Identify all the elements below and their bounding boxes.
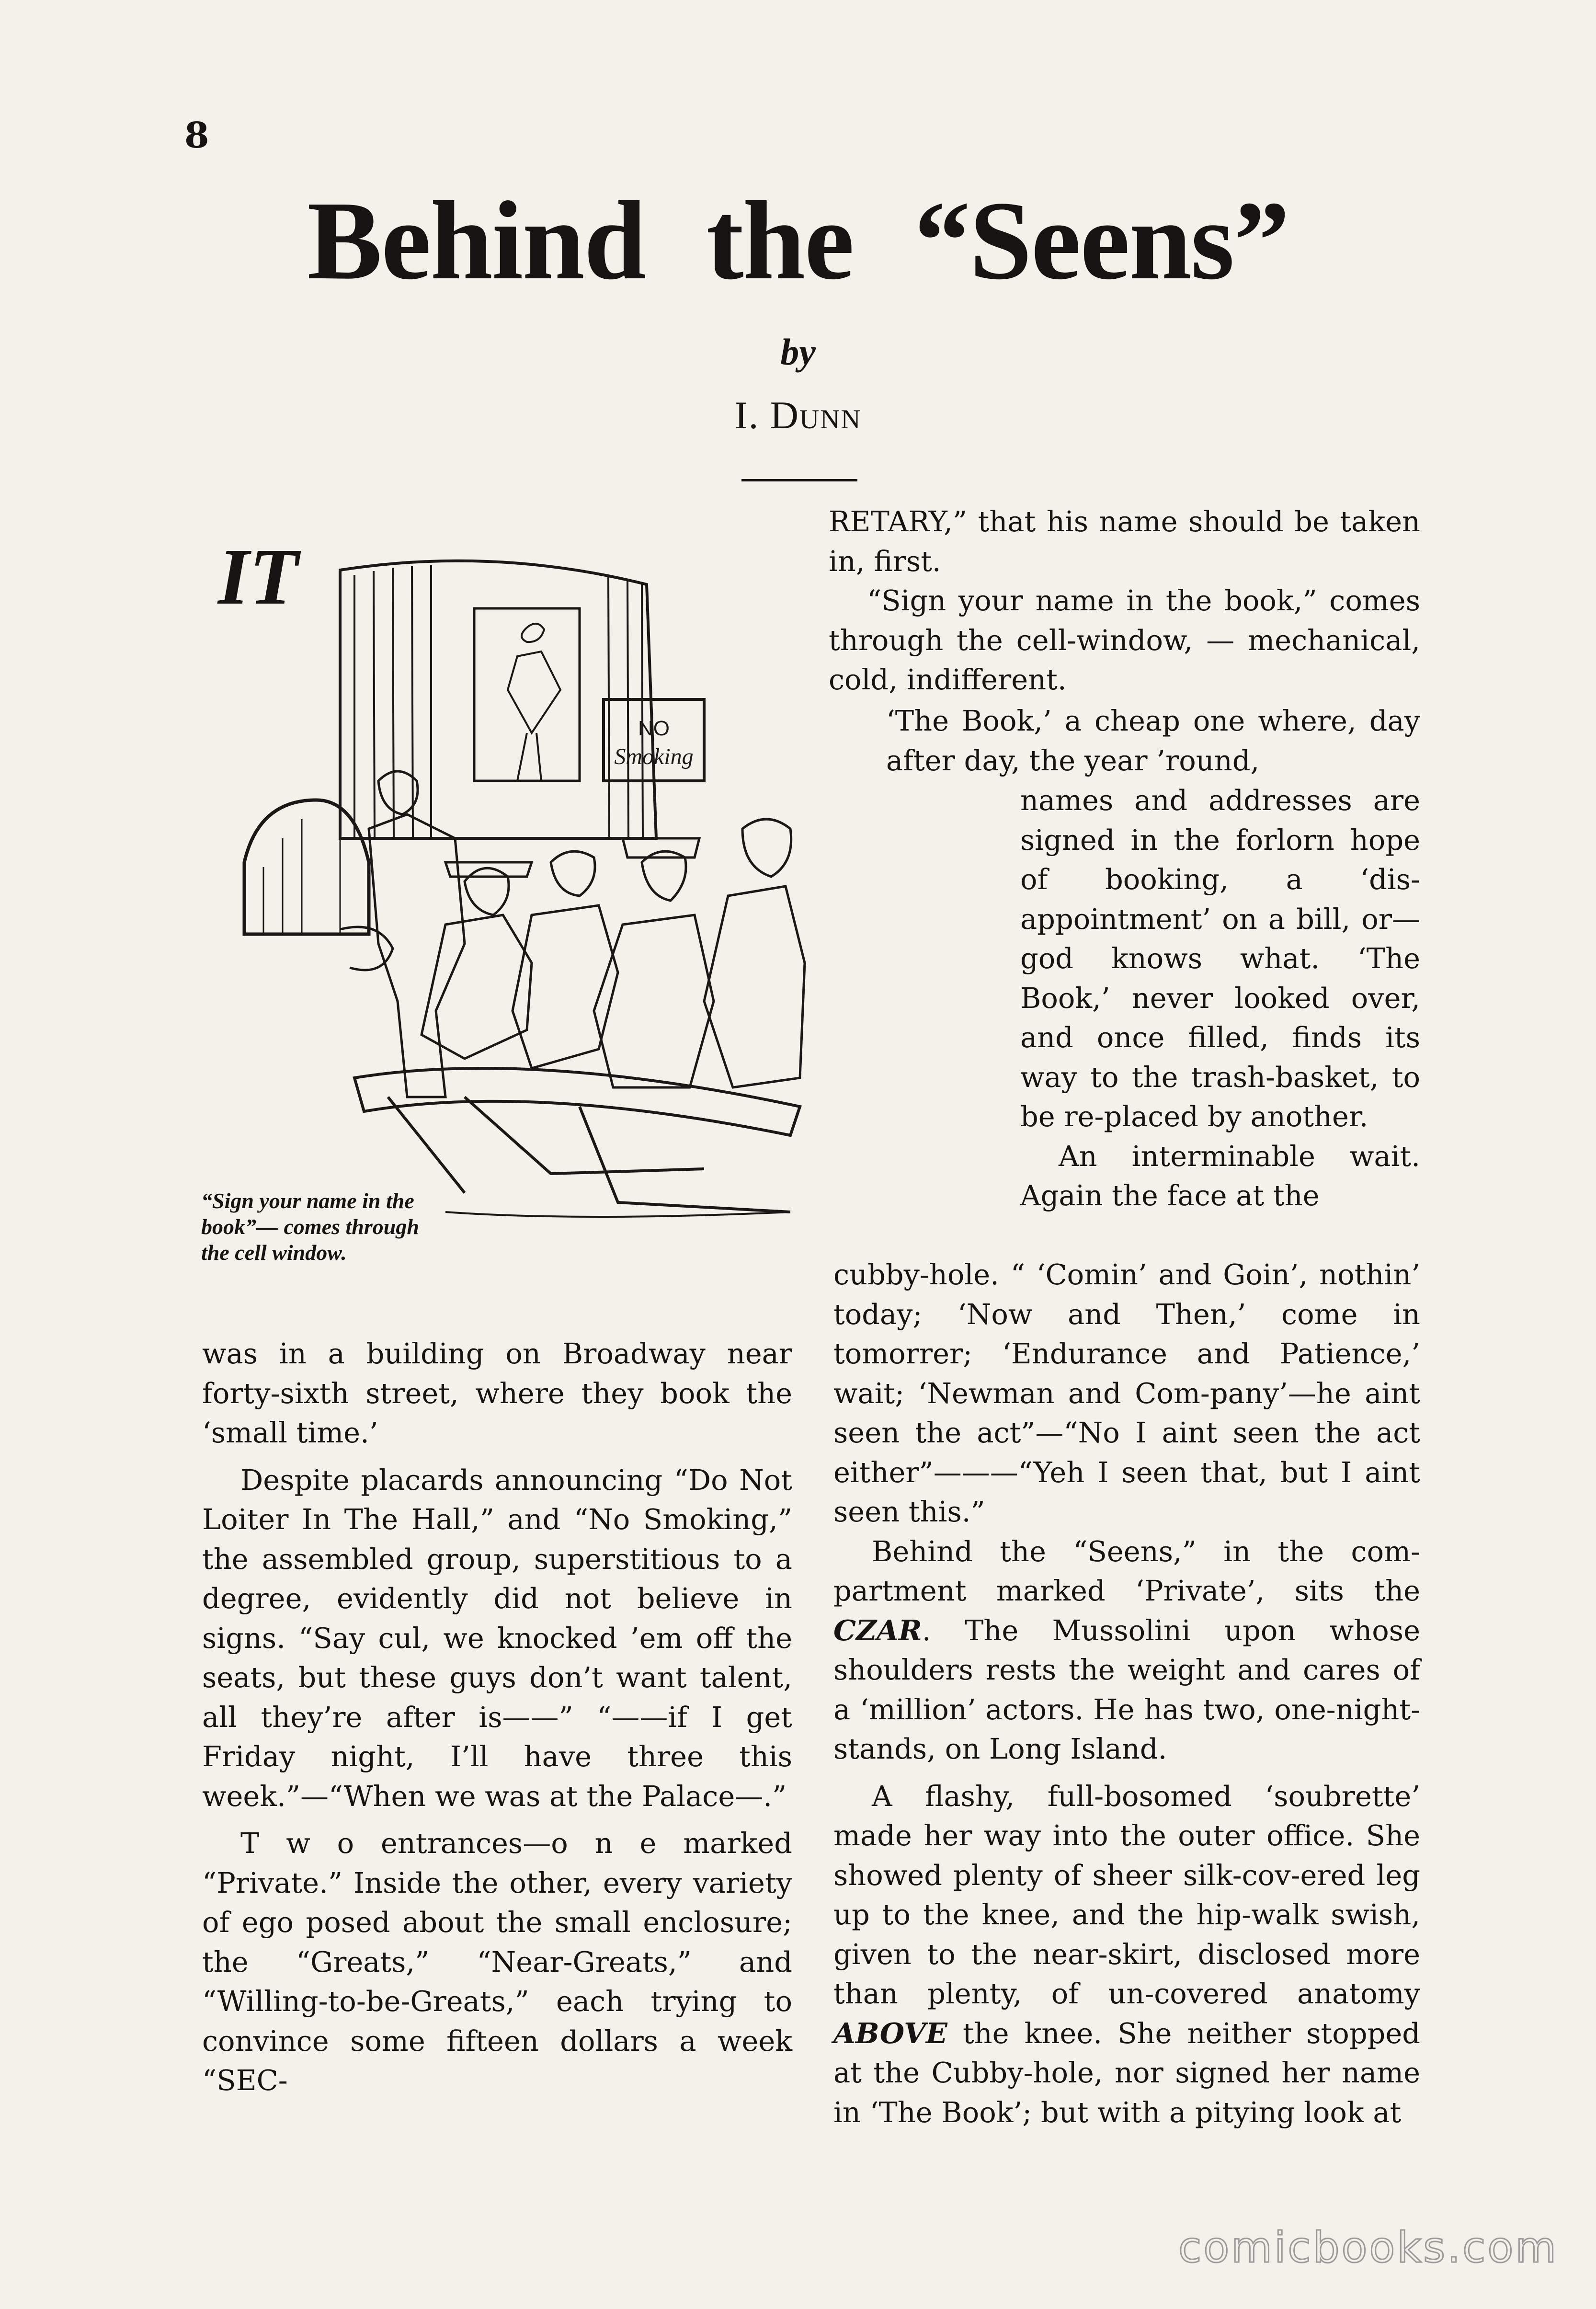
sign-text-smoking: Smoking [614,744,694,769]
left-column [202,1334,792,2101]
paragraph-right-3b: cubby-hole. “ ‘Comin’ and Goin’, nothin’ today; ‘Now and Then,’ come in tomorrer; ‘Endurance and Patience,’ wait; ‘Newman and Com-pany’—he aint seen the act”—“No I aint seen the act either”———“Yeh I seen that, but I aint seen this.” [833,1258,1420,1528]
above-word: ABOVE [833,2016,947,2050]
paragraph-right-2c: names and addresses are signed in the forlorn hope of booking, a ‘dis-appointment’ on a bill, or—god knows what. ‘The Book,’ never looked over, and once filled, finds its way to the trash-basket, to be re-placed by another. [1020,784,1420,1133]
byline-by: by [780,331,816,373]
paragraph-right-2a: “Sign your name in the book,” comes through the cell-window, — mechanical, cold, indifferent. [829,584,1420,696]
article-title: Behind the “Seens” [307,178,1289,303]
right-column-top [829,502,1420,700]
paragraph-right-4-end: . The Mussolini upon whose shoulders rests the weight and cares of a ‘million’ actors. He has two, one-night-stands, on Long Island. [833,1613,1420,1765]
paragraph-right-5-start: A flashy, full-bosomed ‘soubrette’ made her way into the outer office. She showed plenty of sheer silk-cov-ered leg up to the knee, and the hip-walk swish, given to the near-skirt, disclosed more than plenty, of un-covered anatomy [833,1779,1420,2010]
right-column-mid-b [1020,781,1420,1216]
illustration-caption: “Sign your name in the book”— comes through the cell window. [201,1189,419,1265]
title-divider [741,479,857,481]
paragraph-right-1: RETARY,” that his name should be taken in, first. [829,505,1420,578]
page-number: 8 [184,115,209,156]
watermark: comicbooks.com [1178,2223,1559,2272]
dropcap-word: IT [218,532,298,621]
paragraph-left-1: was in a building on Broadway near forty-sixth street, where they book the ‘small time.’ [202,1337,792,1449]
paragraph-left-2: Despite placards announcing “Do Not Loiter In The Hall,” and “No Smoking,” the assembled group, superstitious to a degree, evidently did not believe in signs. “Say cul, we knocked ’em off the seats, but these guys don’t want talent, all they’re after is——” “——if I get Friday night, I’ll have three this week.”—“When we was at the Palace—.” [202,1463,792,1813]
paragraph-right-3a: An interminable wait. Again the face at the [1020,1139,1420,1212]
byline-author: I. Dunn [734,393,862,437]
czar-word: CZAR [833,1613,922,1647]
paragraph-right-5-end: the knee. She neither stopped at the Cubby-hole, nor signed her name in ‘The Book’; but with a pitying look at [833,2016,1420,2129]
paragraph-right-4 [833,1532,1420,1769]
paragraph-right-2b: ‘The Book,’ a cheap one where, day after day, the year ’round, [886,704,1420,777]
right-column-bottom [833,1255,1420,2132]
sign-text-no: NO [638,717,670,740]
paragraph-right-4-start: Behind the “Seens,” in the com-partment marked ‘Private’, sits the [833,1534,1420,1607]
right-column-mid-a [886,701,1420,780]
paragraph-left-3: T w o entrances—o n e marked “Private.” Inside the other, every variety of ego posed about the small enclosure; the “Greats,” “Near-Greats,” and “Willing-to-be-Greats,” each trying to convince some fifteen dollars a week “SEC- [202,1827,792,2097]
paragraph-right-5 [833,1777,1420,2133]
